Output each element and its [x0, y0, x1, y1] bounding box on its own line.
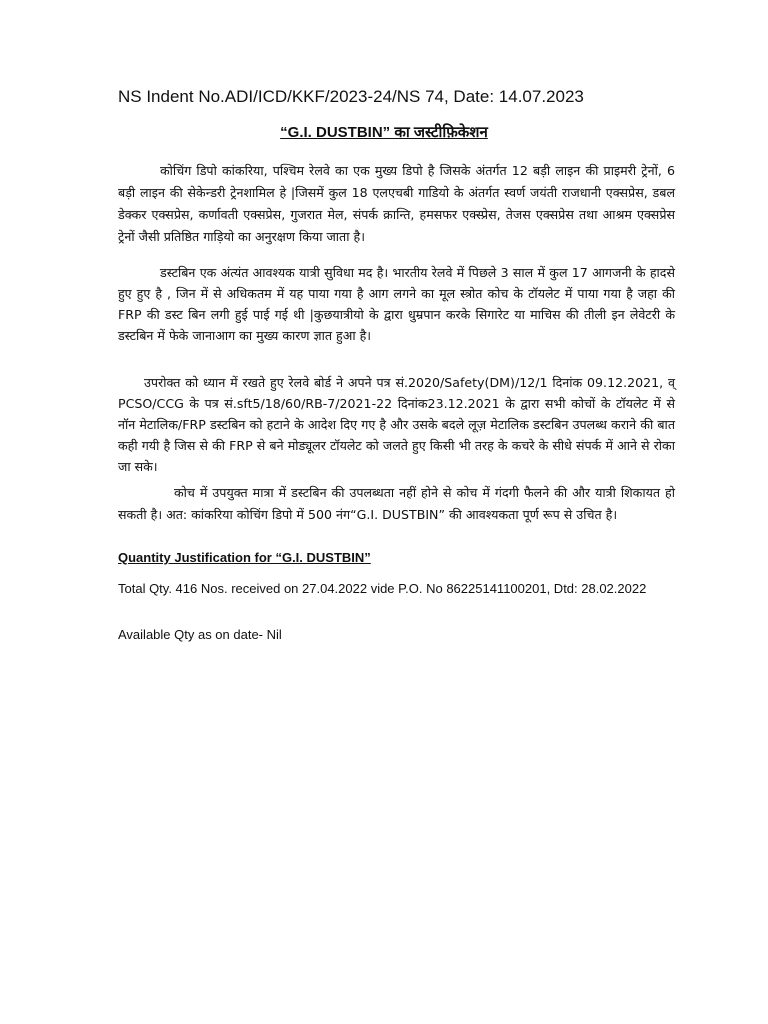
document-title: “G.I. DUSTBIN” का जस्टीफ़िकेशन: [280, 124, 488, 141]
total-quantity-text: Total Qty. 416 Nos. received on 27.04.2022 vide P.O. No 86225141100201, Dtd: 28.02.2022: [118, 581, 647, 596]
paragraph-fire-incidents: डस्टबिन एक अंत्यंत आवश्यक यात्री सुविधा मद है। भारतीय रेलवे में पिछले 3 साल में कुल 17 आगजनी के हादसे हुए हुए है , जिन में से अधिकतम में यह पाया गया है आग लगने का मूल स्त्रोत कोच के टॉयलेट में पाया गया है जहा की FRP की डस्ट बिन लगी हुई पाई गई थी |कुछयात्रीयो के द्वारा धुम्रपान करके सिगारेट या माचिस की तीली इन लेवेटरी के डस्टबिन में फेके जानाआग का मुख्य कारण ज्ञात हुआ है।: [118, 265, 675, 343]
indent-number-line: NS Indent No.ADI/ICD/KKF/2023-24/NS 74, Date: 14.07.2023: [118, 87, 584, 106]
paragraph-railway-board-orders: उपरोक्त को ध्यान में रखते हुए रेलवे बोर्ड ने अपने पत्र सं.2020/Safety(DM)/12/1 दिनांक 09.12.2021, व् PCSO/CCG के पत्र सं.sft5/18/60/RB-7/2021-22 दिनांक23.12.2021 के द्वारा सभी कोचों के टॉयलेट में से नॉन मेटालिक/FRP डस्टबिन को हटाने के आदेश दिए गए है और उसके बदले लूज़ मेटालिक डस्टबिन उपलब्ध कराने की बात कही गयी है जिस से की FRP से बने मोड्यूलर टॉयलेट को जलते हुए किसी भी तरह के कचरे के सीधे संपर्क में आने से रोका जा सके।: [118, 375, 675, 474]
paragraph-requirement-conclusion: कोच में उपयुक्त मात्रा में डस्टबिन की उपलब्धता नहीं होने से कोच में गंदगी फैलने की और यात्री शिकायत हो सकती है। अत: कांकरिया कोचिंग डिपो में 500 नंग“G.I. DUSTBIN” की आवश्यकता पूर्ण रूप से उचित है।: [118, 485, 675, 522]
paragraph-depot-description: कोचिंग डिपो कांकरिया, पश्चिम रेलवे का एक मुख्य डिपो है जिसके अंतर्गत 12 बड़ी लाइन की प्राइमरी ट्रेनों, 6 बड़ी लाइन की सेकेन्डरी ट्रेनशामिल हे |जिसमें कुल 18 एलएचबी गाडियो के अंतर्गत स्वर्ण जयंती राजधानी एक्सप्रेस, डबल डेक्कर एक्सप्रेस, कर्णावती एक्सप्रेस, गुजरात मेल, संपर्क क्रान्ति, हमसफर एक्स्प्रेस, तेजस एक्सप्रेस तथा आश्रम एक्सप्रेस ट्रेनों जैसी प्रतिष्ठित गाड़ियो का अनुरक्षण किया जाता है।: [118, 163, 675, 244]
document-title-wrapper: [0, 122, 768, 144]
quantity-justification-heading: Quantity Justification for “G.I. DUSTBIN”: [118, 550, 371, 565]
available-quantity-text: Available Qty as on date- Nil: [118, 627, 282, 642]
